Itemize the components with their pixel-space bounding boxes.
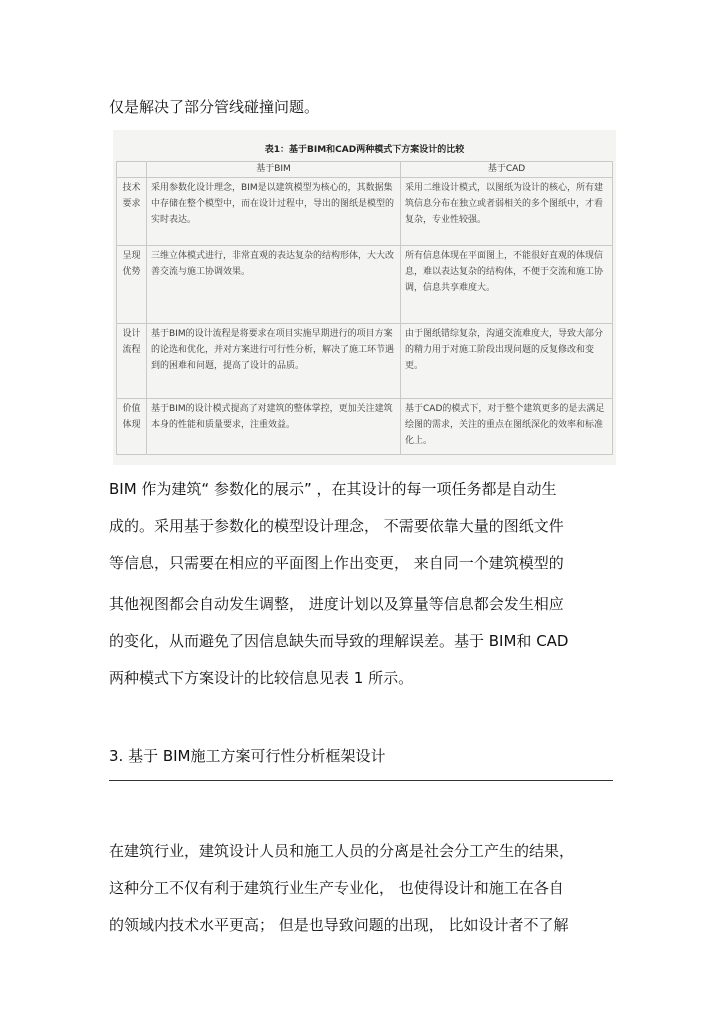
row-label: 价值体现 bbox=[117, 399, 147, 455]
row-label: 呈现优势 bbox=[117, 246, 147, 324]
table-header-row bbox=[117, 162, 613, 178]
paragraph-line: 等信息，只需要在相应的平面图上作出变更， 来自同一个建筑模型的 bbox=[109, 554, 564, 572]
cad-cell: 采用二维设计模式，以图纸为设计的核心，所有建筑信息分布在独立或者弱相关的多个图纸中，才看复杂，专业性较强。 bbox=[401, 178, 613, 246]
paragraph-line: 两种模式下方案设计的比较信息见表 1 所示。 bbox=[109, 669, 414, 687]
comparison-table bbox=[116, 161, 613, 455]
paragraph-line: 成的。采用基于参数化的模型设计理念， 不需要依靠大量的图纸文件 bbox=[109, 517, 564, 535]
paragraph-line: 在建筑行业，建筑设计人员和施工人员的分离是社会分工产生的结果， bbox=[109, 842, 575, 860]
comparison-table-figure bbox=[113, 130, 616, 465]
table-row bbox=[117, 178, 613, 246]
section-heading: 3. 基于 BIM施工方案可行性分析框架设计 bbox=[109, 747, 386, 765]
bim-cell: 基于BIM的设计流程是将要求在项目实施早期进行的项目方案的论选和优化，并对方案进行可行性分析，解决了施工环节遇到的困难和问题，提高了设计的品质。 bbox=[147, 324, 401, 399]
header-cell-cad: 基于CAD bbox=[401, 162, 613, 178]
table-caption: 表1：基于BIM和CAD两种模式下方案设计的比较 bbox=[264, 145, 465, 155]
table-row bbox=[117, 324, 613, 399]
paragraph-line: 的变化，从而避免了因信息缺失而导致的理解误差。基于 BIM和 CAD bbox=[109, 632, 569, 650]
row-label: 设计流程 bbox=[117, 324, 147, 399]
table-row bbox=[117, 399, 613, 455]
header-cell-empty bbox=[117, 162, 147, 178]
paragraph-line: 其他视图都会自动发生调整， 进度计划以及算量等信息都会发生相应 bbox=[109, 595, 564, 613]
intro-text-line: 仅是解决了部分管线碰撞问题。 bbox=[109, 98, 320, 116]
paragraph-line: BIM 作为建筑“ 参数化的展示” ，在其设计的每一项任务都是自动生 bbox=[109, 480, 557, 498]
header-cell-bim: 基于BIM bbox=[147, 162, 401, 178]
cad-cell: 由于图纸错综复杂，沟通交流难度大，导致大部分的精力用于对施工阶段出现问题的反复修改和变更。 bbox=[401, 324, 613, 399]
bim-cell: 基于BIM的设计模式提高了对建筑的整体掌控，更加关注建筑本身的性能和质量要求，注重效益。 bbox=[147, 399, 401, 455]
paragraph-line: 的领域内技术水平更高； 但是也导致问题的出现， 比如设计者不了解 bbox=[109, 916, 569, 934]
paragraph-line: 这种分工不仅有利于建筑行业生产专业化， 也使得设计和施工在各自 bbox=[109, 879, 564, 897]
heading-divider bbox=[109, 780, 613, 781]
cad-cell: 基于CAD的模式下，对于整个建筑更多的是去满足绘图的需求，关注的重点在图纸深化的效率和标准化上。 bbox=[401, 399, 613, 455]
bim-cell: 三维立体模式进行，非常直观的表达复杂的结构形体，大大改善交流与施工协调效果。 bbox=[147, 246, 401, 324]
cad-cell: 所有信息体现在平面图上，不能很好直观的体现信息，难以表达复杂的结构体，不便于交流和施工协调，信息共享难度大。 bbox=[401, 246, 613, 324]
row-label: 技术要求 bbox=[117, 178, 147, 246]
table-row bbox=[117, 246, 613, 324]
bim-cell: 采用参数化设计理念，BIM是以建筑模型为核心的，其数据集中存储在整个模型中，而在设计过程中，导出的图纸是模型的实时表达。 bbox=[147, 178, 401, 246]
